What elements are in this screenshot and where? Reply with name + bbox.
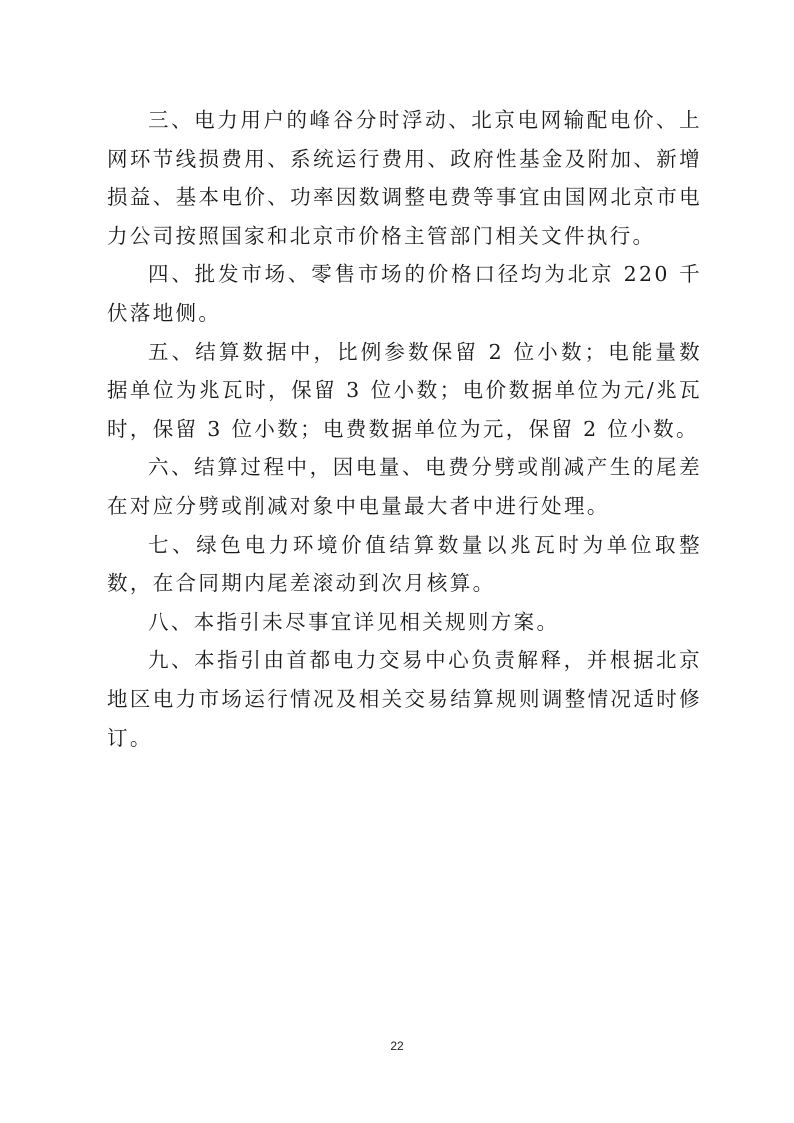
page-number: 22 [390,1039,404,1053]
paragraph-6-rounding-difference: 六、结算过程中，因电量、电费分劈或削减产生的尾差在对应分劈或削减对象中电量最大者中进行处理。 [107,455,702,518]
paragraph-7-green-power: 七、绿色电力环境价值结算数量以兆瓦时为单位取整数，在合同期内尾差滚动到次月核算。 [107,532,702,596]
document-body [107,101,702,757]
paragraph-3-pricing-execution: 三、电力用户的峰谷分时浮动、北京电网输配电价、上网环节线损费用、系统运行费用、政府性基金及附加、新增损益、基本电价、功率因数调整电费等事宜由国网北京市电力公司按照国家和北京市价格主管部门相关文件执行。 [107,108,702,248]
paragraph-8-other-matters: 八、本指引未尽事宜详见相关规则方案。 [148,609,560,634]
paragraph-4-price-basis: 四、批发市场、零售市场的价格口径均为北京 220 千伏落地侧。 [107,262,702,325]
paragraph-5-data-precision: 五、结算数据中，比例参数保留 2 位小数；电能量数据单位为兆瓦时，保留 3 位小数；电价数据单位为元/兆瓦时，保留 3 位小数；电费数据单位为元，保留 2 位小数。 [107,339,702,441]
paragraph-9-interpretation: 九、本指引由首都电力交易中心负责解释，并根据北京地区电力市场运行情况及相关交易结算规则调整情况适时修订。 [107,648,702,750]
